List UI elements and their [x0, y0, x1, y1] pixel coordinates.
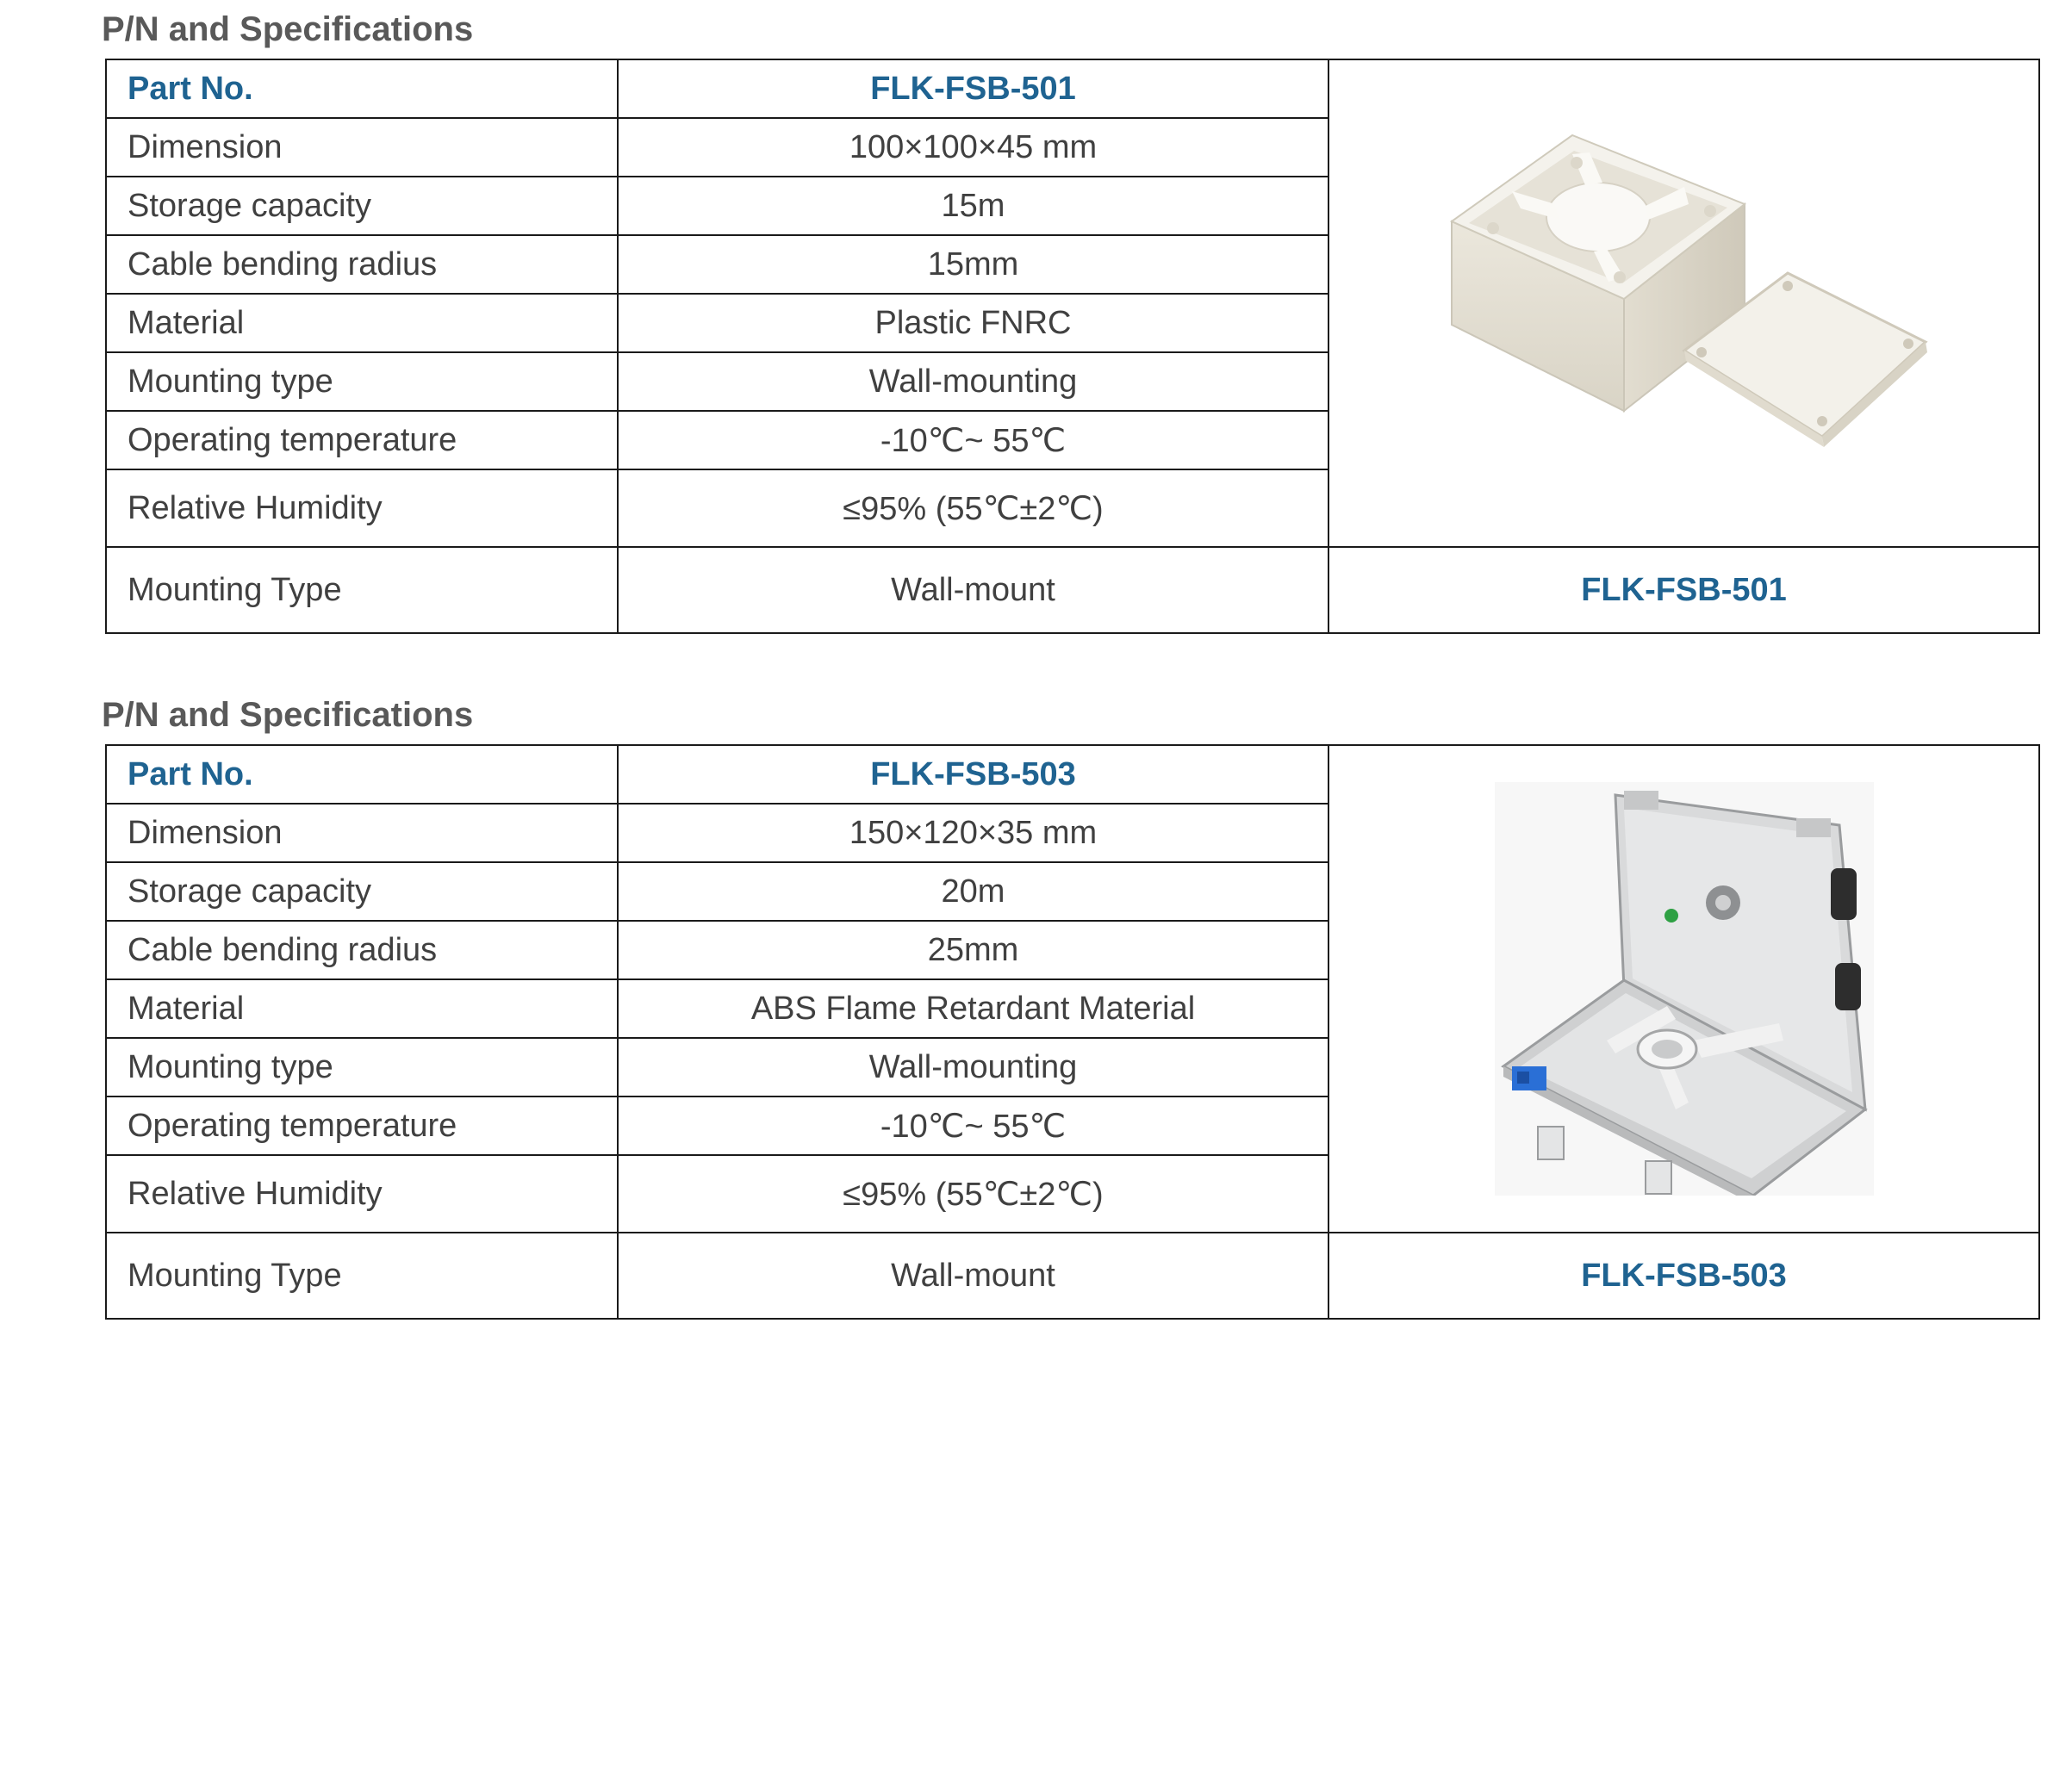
table-row	[106, 745, 2039, 804]
spec-label: Storage capacity	[106, 862, 618, 921]
spec-label: Mounting type	[106, 352, 618, 411]
part-no-label: Part No.	[106, 745, 618, 804]
mounting-type-value: Wall-mount	[618, 1233, 1328, 1319]
spec-value: Wall-mounting	[618, 352, 1328, 411]
spec-label: Operating temperature	[106, 411, 618, 469]
spec-value: -10℃~ 55℃	[618, 411, 1328, 469]
table-row	[106, 1233, 2039, 1319]
section-title: P/N and Specifications	[102, 10, 474, 48]
spec-label: Dimension	[106, 118, 618, 177]
spec-value: 15mm	[618, 235, 1328, 294]
spec-value: ABS Flame Retardant Material	[618, 979, 1328, 1038]
spec-label: Cable bending radius	[106, 921, 618, 979]
spec-value: 15m	[618, 177, 1328, 235]
spec-label: Mounting type	[106, 1038, 618, 1097]
part-no-label: Part No.	[106, 59, 618, 118]
spec-label: Operating temperature	[106, 1097, 618, 1155]
part-no-value: FLK-FSB-503	[618, 745, 1328, 804]
product-image-cell	[1328, 59, 2039, 547]
spec-value: 20m	[618, 862, 1328, 921]
spec-label: Relative Humidity	[106, 469, 618, 547]
part-no-value: FLK-FSB-501	[618, 59, 1328, 118]
spec-label: Relative Humidity	[106, 1155, 618, 1233]
spec-table-fsb-501	[105, 59, 2040, 634]
spec-label: Storage capacity	[106, 177, 618, 235]
spec-label: Cable bending radius	[106, 235, 618, 294]
spec-value: 25mm	[618, 921, 1328, 979]
spec-value: Plastic FNRC	[618, 294, 1328, 352]
spec-value: -10℃~ 55℃	[618, 1097, 1328, 1155]
table-row	[106, 547, 2039, 633]
spec-table-fsb-503	[105, 744, 2040, 1320]
product-image-fsb-503	[1495, 782, 1874, 1196]
section-title: P/N and Specifications	[102, 696, 474, 734]
spec-value: 150×120×35 mm	[618, 804, 1328, 862]
image-caption: FLK-FSB-501	[1328, 547, 2039, 633]
spec-value: ≤95% (55℃±2℃)	[618, 469, 1328, 547]
mounting-type-label: Mounting Type	[106, 1233, 618, 1319]
spec-value: 100×100×45 mm	[618, 118, 1328, 177]
table-row	[106, 59, 2039, 118]
mounting-type-value: Wall-mount	[618, 547, 1328, 633]
image-caption: FLK-FSB-503	[1328, 1233, 2039, 1319]
spec-label: Dimension	[106, 804, 618, 862]
spec-label: Material	[106, 294, 618, 352]
mounting-type-label: Mounting Type	[106, 547, 618, 633]
spec-value: ≤95% (55℃±2℃)	[618, 1155, 1328, 1233]
product-image-fsb-501	[1426, 101, 1943, 506]
spec-value: Wall-mounting	[618, 1038, 1328, 1097]
spec-label: Material	[106, 979, 618, 1038]
product-image-cell	[1328, 745, 2039, 1233]
